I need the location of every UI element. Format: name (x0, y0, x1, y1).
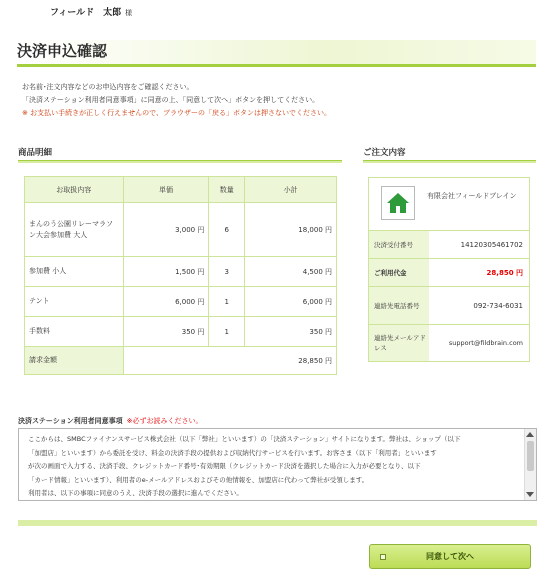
items-heading-rule (18, 160, 342, 163)
item-qty: 1 (209, 287, 245, 317)
col-header-subtotal: 小計 (245, 177, 337, 203)
shop-row (369, 178, 529, 230)
order-summary (368, 177, 530, 362)
terms-line: が次の画面で入力する、決済手段、クレジットカード番号･有効期限（クレジットカード決済を選択した場合に入力が必要となり、以下 (28, 462, 421, 470)
order-row-email (369, 324, 529, 361)
terms-line: 「カード情報」といいます）、利用者のe-メールアドレスおよびその他情報を、加盟店に代わって弊社が受領します。 (28, 475, 369, 484)
item-subtotal: 350 円 (245, 317, 337, 347)
order-heading: ご注文内容 (363, 148, 406, 158)
terms-required-note: ※必ずお読みください。 (126, 417, 203, 425)
items-heading: 商品明細 (18, 148, 53, 158)
intro-line-2: 「決済ステーション利用者同意事項」に同意の上、「同意して次へ」ボタンを押してください。 (22, 96, 320, 104)
order-key: 連絡先メールアドレス (369, 325, 429, 361)
order-row-phone (369, 286, 529, 324)
page-title-bar (17, 40, 536, 64)
order-heading-rule (363, 160, 536, 163)
col-header-unit: 単価 (123, 177, 209, 203)
item-qty: 1 (209, 317, 245, 347)
item-subtotal: 18,000 円 (245, 203, 337, 257)
intro-line-1: お名前･注文内容などのお申込内容をご確認ください。 (22, 83, 194, 91)
terms-scroll-box[interactable] (18, 428, 537, 501)
order-value: 092-734-6031 (473, 301, 523, 310)
item-name: 参加費 小人 (25, 257, 124, 287)
page-title: 決済申込確認 (17, 42, 108, 60)
order-key: 連絡先電話番号 (369, 287, 429, 324)
terms-line: ここからは、SMBCファイナンスサービス株式会社（以下「弊社」といいます）の「決済ステーション」サイトになります。弊社は、ショップ（以下 (28, 435, 461, 443)
item-qty: 3 (209, 257, 245, 287)
bottom-divider (18, 520, 537, 526)
scroll-down-icon[interactable] (526, 492, 534, 497)
terms-heading (18, 416, 202, 426)
items-table (24, 176, 337, 375)
top-bar (0, 0, 551, 22)
intro-warning: ※ お支払い手続きが正しく行えませんので、ブラウザーの「戻る」ボタンは押さないでください。 (22, 109, 331, 117)
col-header-qty: 数量 (209, 177, 245, 203)
order-value: 14120305461702 (460, 240, 523, 249)
terms-text (28, 433, 518, 501)
order-key: 決済受付番号 (369, 231, 429, 258)
total-value: 28,850 円 (123, 347, 336, 375)
items-table-header (25, 177, 337, 203)
item-unit-price: 3,000 円 (123, 203, 209, 257)
item-name: まんのう公園リレーマラソン大会参加費 大人 (25, 203, 124, 257)
terms-line: 「加盟店」といいます）から委託を受け、料金の決済手段の提供および収納代行サービスを行います。お客さま（以下「利用者」といいます (28, 448, 437, 457)
table-row (25, 317, 337, 347)
item-name: テント (25, 287, 124, 317)
scroll-thumb[interactable] (527, 441, 534, 471)
item-name: 手数料 (25, 317, 124, 347)
order-row-reference (369, 230, 529, 258)
scroll-up-icon[interactable] (526, 432, 534, 437)
user-name: フィールド 太郎 (50, 8, 122, 18)
item-unit-price: 1,500 円 (123, 257, 209, 287)
honorific: 様 (125, 9, 133, 17)
intro-text (22, 81, 532, 120)
item-qty: 6 (209, 203, 245, 257)
terms-title: 決済ステーション利用者同意事項 (18, 417, 123, 425)
title-divider (17, 64, 536, 67)
item-unit-price: 350 円 (123, 317, 209, 347)
shop-name: 有限会社フィールドブレイン (427, 192, 517, 200)
order-key: ご利用代金 (369, 259, 429, 286)
agree-next-button[interactable] (369, 544, 531, 569)
order-amount: 28,850 円 (486, 268, 523, 277)
order-value: support@fildbrain.com (448, 339, 523, 347)
table-row (25, 203, 337, 257)
shop-home-icon (381, 186, 415, 220)
terms-line: 利用者は、以下の事項に同意のうえ、決済手段の選択に進んでください。 (28, 489, 243, 497)
item-subtotal: 6,000 円 (245, 287, 337, 317)
order-row-amount (369, 258, 529, 286)
terms-scrollbar[interactable] (524, 429, 536, 500)
total-label: 請求金額 (25, 347, 124, 375)
checkbox-icon (380, 554, 386, 560)
table-row (25, 287, 337, 317)
table-row (25, 257, 337, 287)
item-unit-price: 6,000 円 (123, 287, 209, 317)
user-greeting (50, 5, 132, 18)
col-header-item: お取扱内容 (25, 177, 124, 203)
agree-next-label: 同意して次へ (426, 552, 474, 561)
total-row (25, 347, 337, 375)
item-subtotal: 4,500 円 (245, 257, 337, 287)
